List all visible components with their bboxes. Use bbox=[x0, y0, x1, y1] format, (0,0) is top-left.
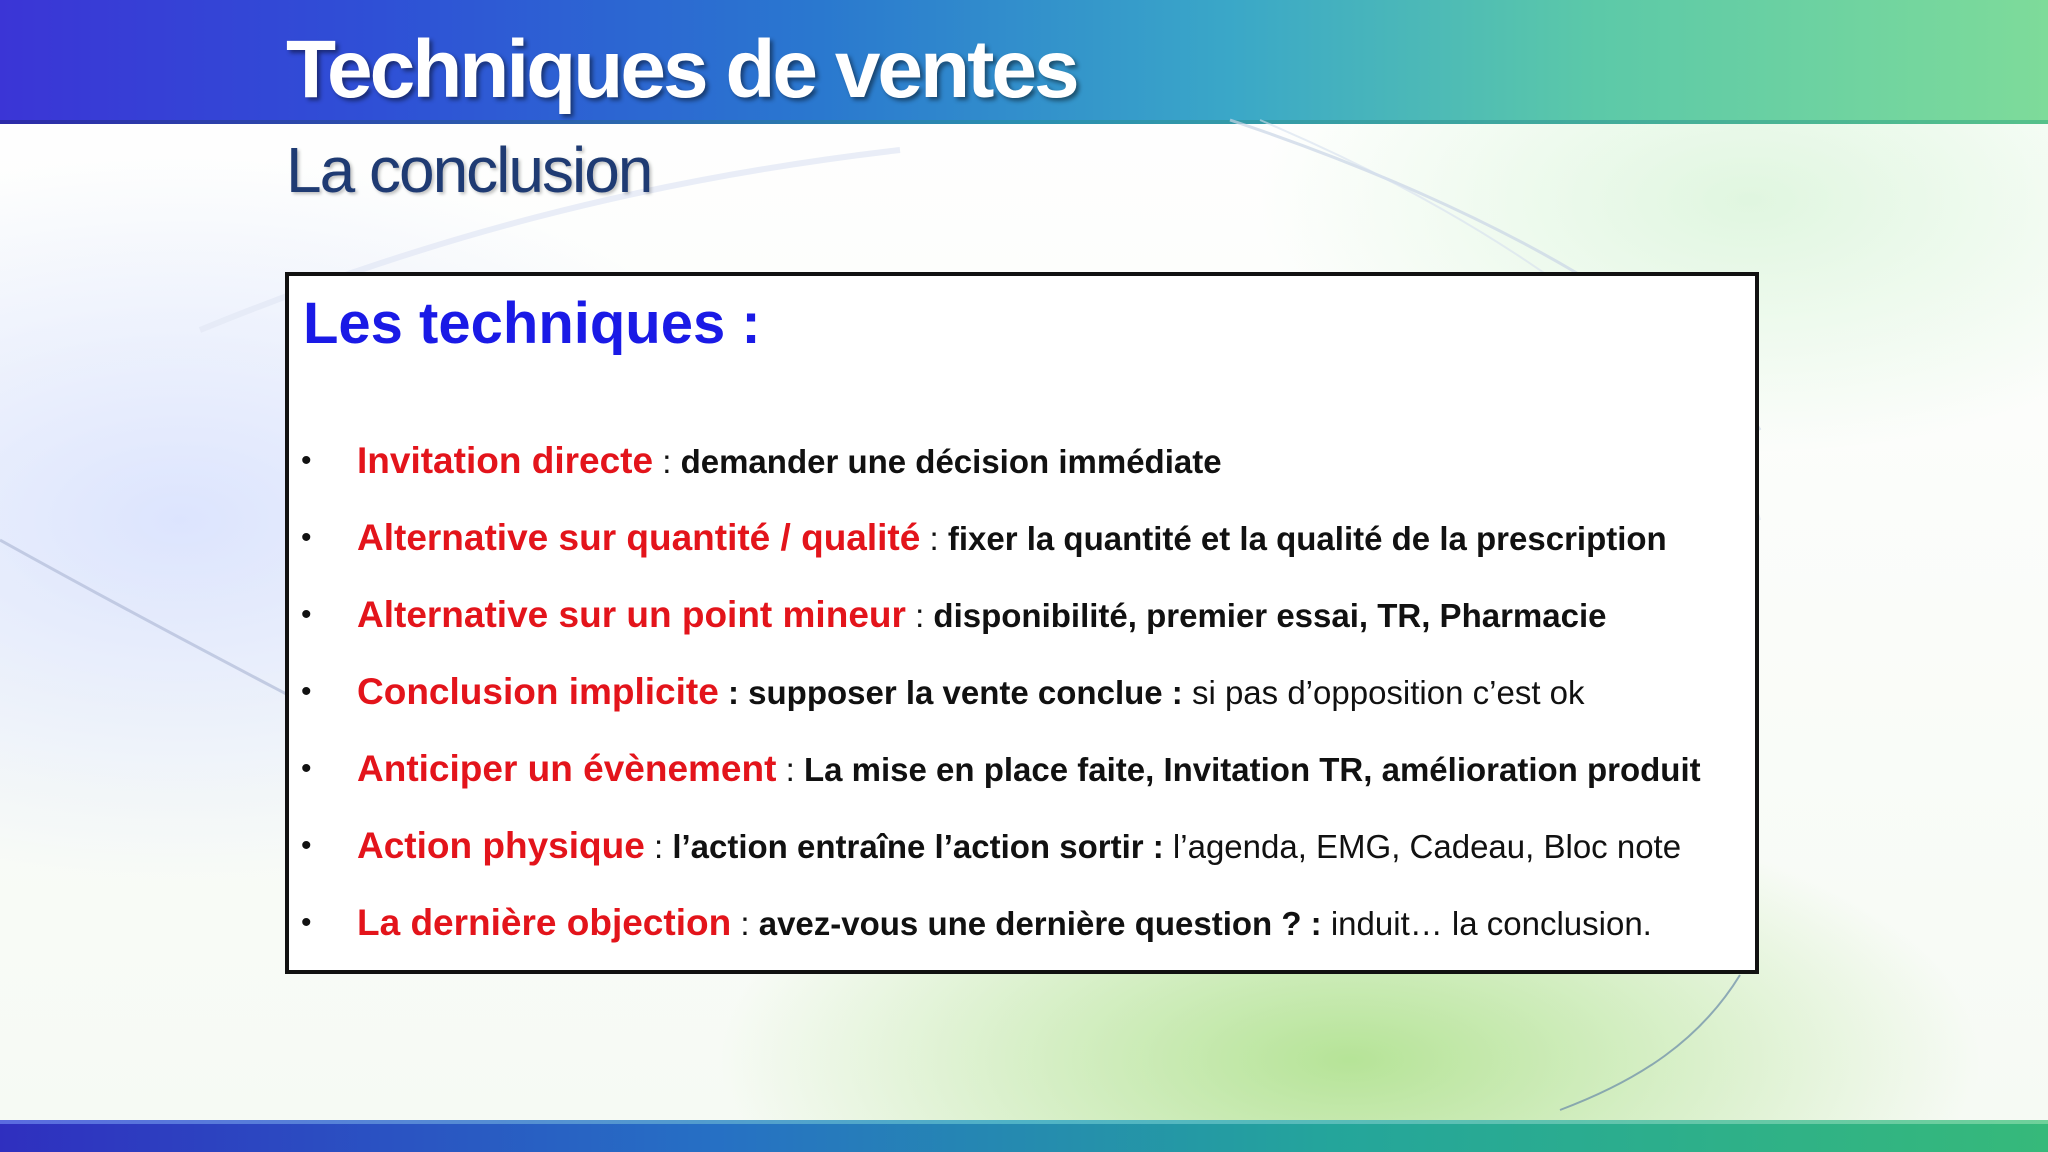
technique-term: Anticiper un évènement bbox=[357, 748, 777, 789]
technique-detail: si pas d’opposition c’est ok bbox=[1191, 674, 1585, 711]
page-subtitle: La conclusion bbox=[286, 134, 652, 206]
item-text bbox=[357, 884, 1652, 962]
technique-description: l’action entraîne l’action sortir : bbox=[672, 828, 1173, 865]
technique-description: disponibilité, premier essai, TR, Pharmacie bbox=[933, 597, 1607, 634]
technique-detail: l’agenda, EMG, Cadeau, Bloc note bbox=[1172, 828, 1682, 865]
techniques-list bbox=[301, 422, 1751, 961]
technique-description: demander une décision immédiate bbox=[680, 443, 1222, 480]
page-title: Techniques de ventes bbox=[286, 24, 1077, 115]
bullet-icon: • bbox=[301, 598, 312, 631]
separator: : bbox=[905, 597, 934, 634]
separator: : bbox=[731, 905, 759, 942]
bullet-icon: • bbox=[301, 675, 312, 708]
separator: : bbox=[644, 828, 673, 865]
item-text bbox=[357, 499, 1667, 577]
technique-term: Invitation directe bbox=[357, 440, 654, 481]
separator: : bbox=[776, 751, 804, 788]
technique-term: Alternative sur un point mineur bbox=[357, 594, 906, 635]
bullet-icon: • bbox=[301, 906, 312, 939]
technique-description: avez-vous une dernière question ? : bbox=[758, 905, 1331, 942]
separator: : bbox=[920, 520, 948, 557]
item-text bbox=[357, 422, 1222, 500]
technique-description: fixer la quantité et la qualité de la prescription bbox=[947, 520, 1667, 557]
technique-term: La dernière objection bbox=[357, 902, 732, 943]
list-item bbox=[301, 499, 1751, 576]
bullet-icon: • bbox=[301, 829, 312, 862]
technique-detail: induit… la conclusion. bbox=[1330, 905, 1652, 942]
techniques-heading: Les techniques : bbox=[303, 291, 761, 356]
item-text bbox=[357, 576, 1607, 654]
list-item bbox=[301, 653, 1751, 730]
item-text bbox=[357, 807, 1681, 885]
technique-term: Conclusion implicite bbox=[357, 671, 719, 712]
list-item bbox=[301, 807, 1751, 884]
bullet-icon: • bbox=[301, 444, 312, 477]
list-item bbox=[301, 884, 1751, 961]
footer-band bbox=[0, 1124, 2048, 1152]
technique-term: Alternative sur quantité / qualité bbox=[357, 517, 921, 558]
technique-term: Action physique bbox=[357, 825, 645, 866]
separator bbox=[719, 674, 728, 711]
techniques-box bbox=[285, 272, 1759, 974]
technique-description: : supposer la vente conclue : bbox=[728, 674, 1192, 711]
bullet-icon: • bbox=[301, 521, 312, 554]
list-item bbox=[301, 576, 1751, 653]
technique-description: La mise en place faite, Invitation TR, amélioration produit bbox=[803, 751, 1701, 788]
list-item bbox=[301, 730, 1751, 807]
item-text bbox=[357, 730, 1701, 808]
separator: : bbox=[653, 443, 681, 480]
bullet-icon: • bbox=[301, 752, 312, 785]
list-item bbox=[301, 422, 1751, 499]
item-text bbox=[357, 653, 1585, 731]
